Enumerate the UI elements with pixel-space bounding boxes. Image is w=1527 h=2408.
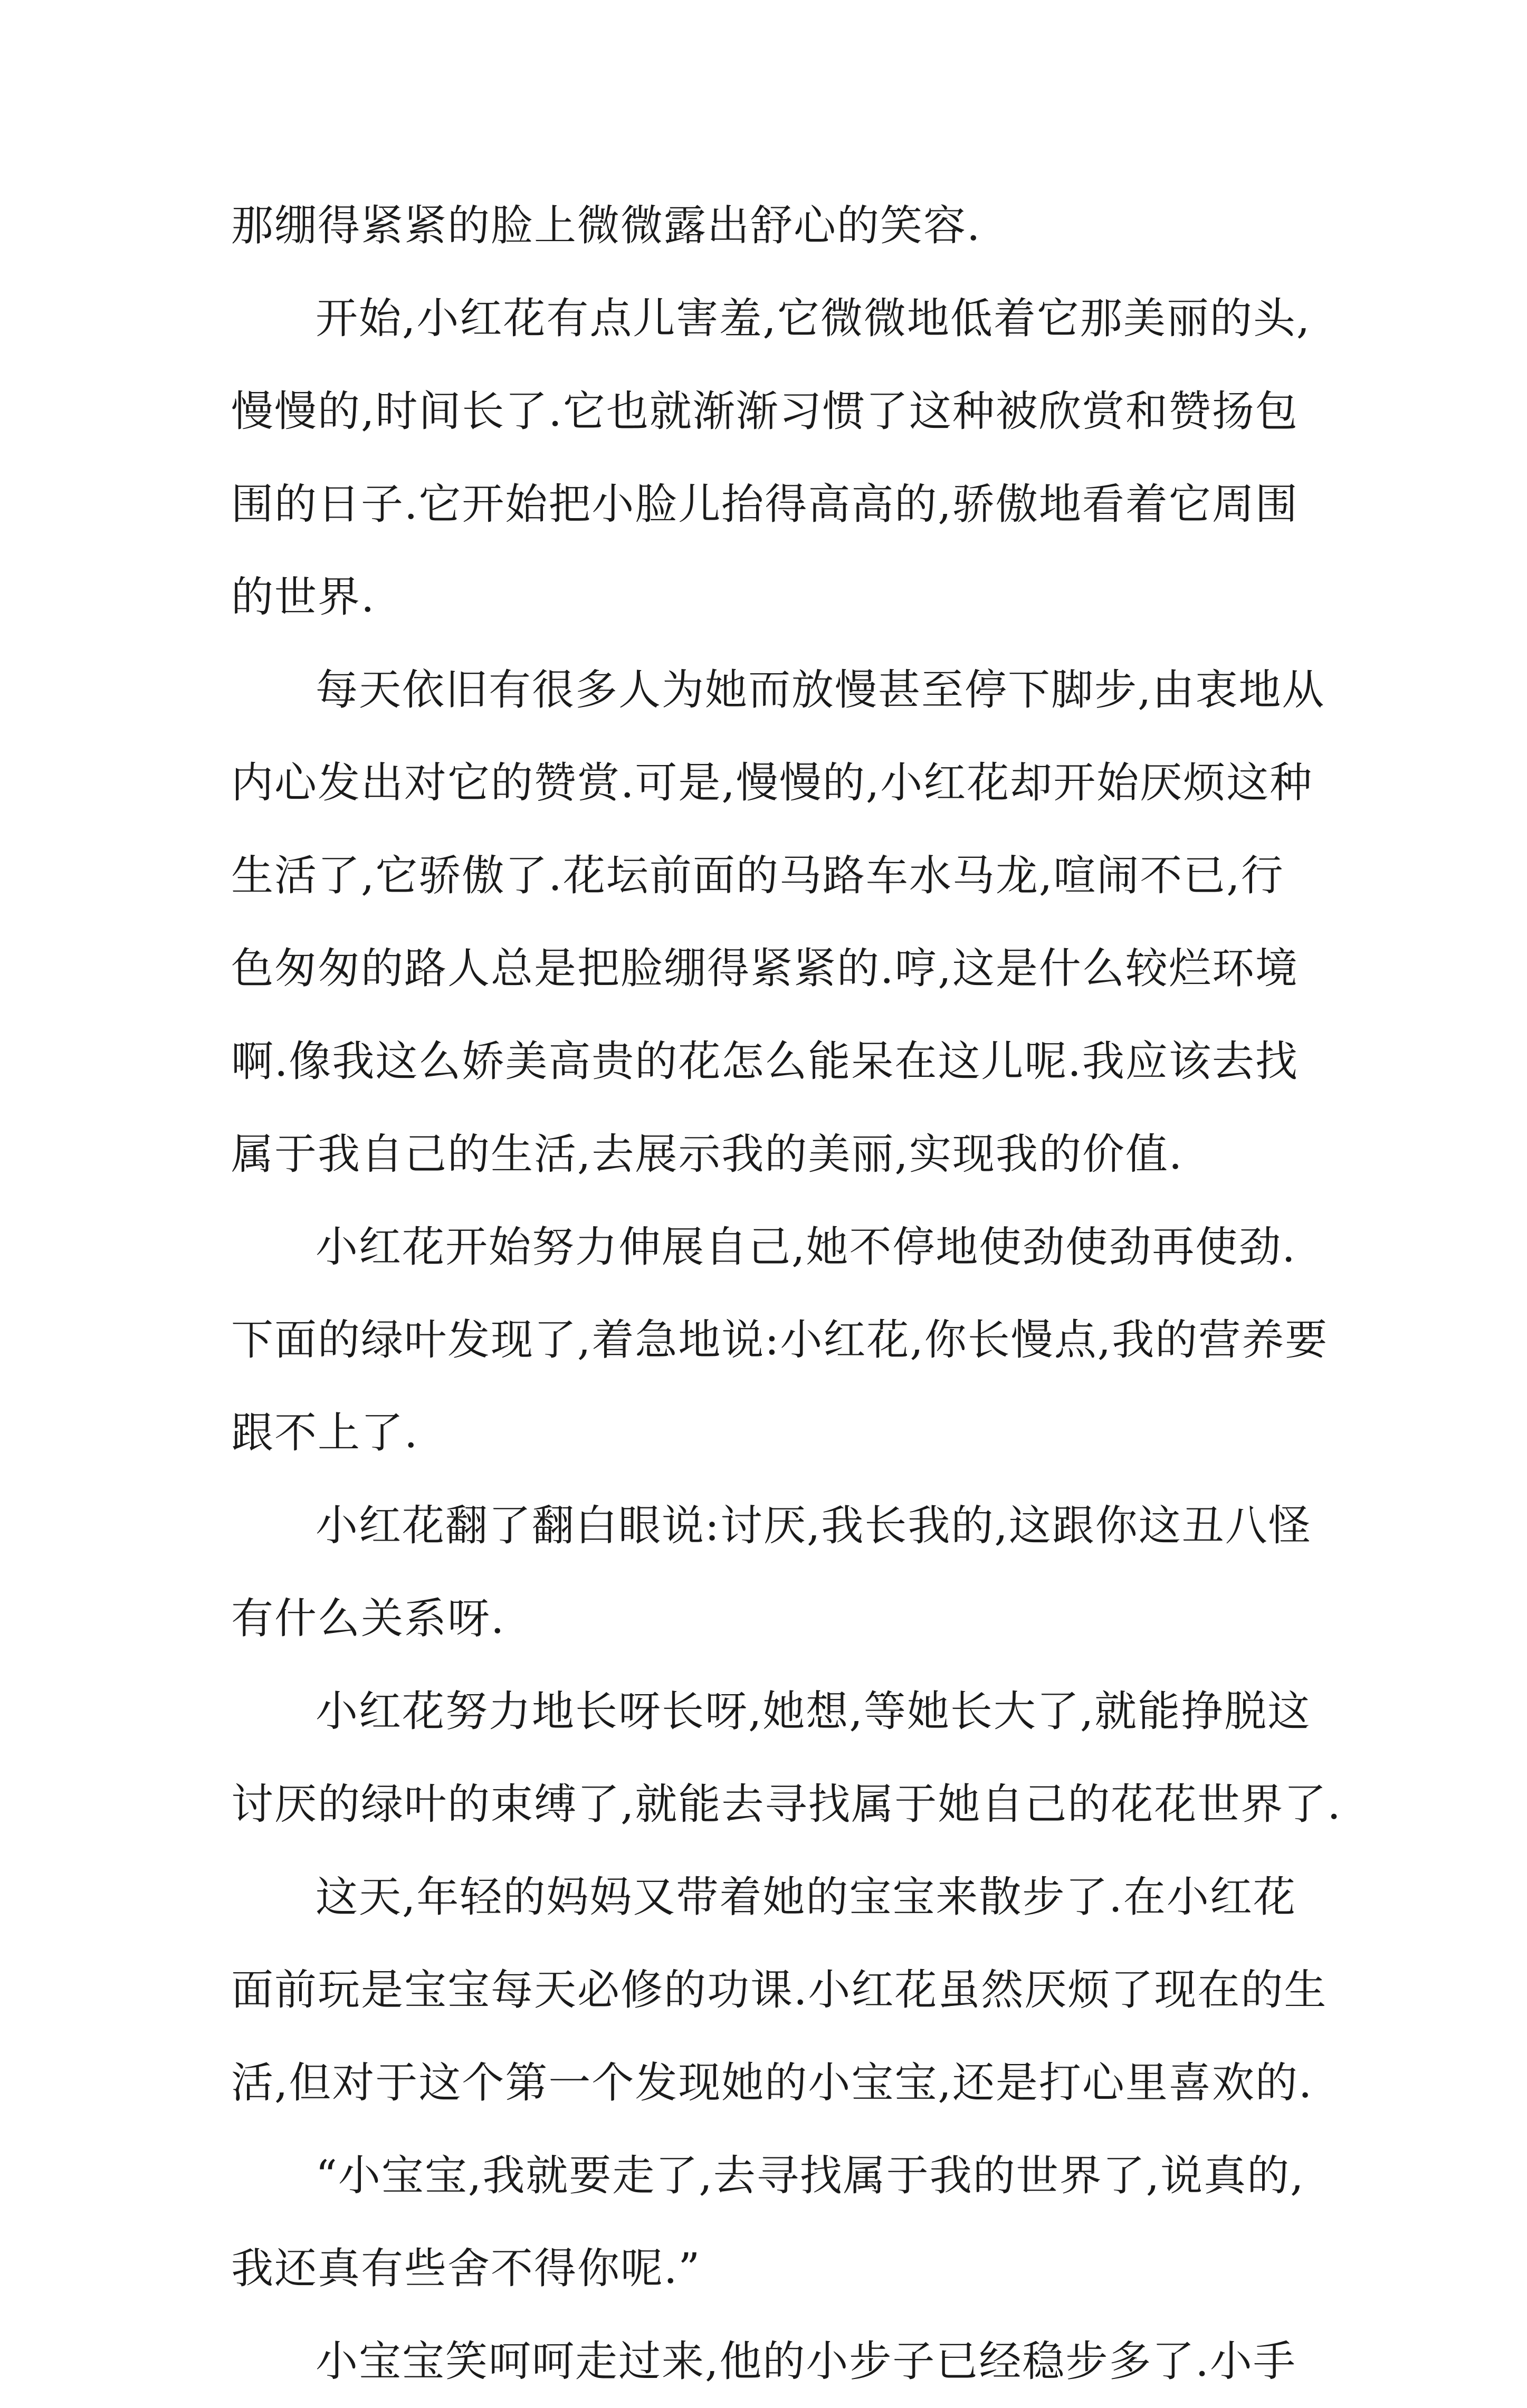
paragraph-first-line: 小红花开始努力伸展自己,她不停地使劲使劲再使劲. xyxy=(316,1222,1296,1272)
text-line: 那绷得紧紧的脸上微微露出舒心的笑容. xyxy=(231,201,981,250)
text-line: 讨厌的绿叶的束缚了,就能去寻找属于她自己的花花世界了. xyxy=(231,1780,1342,1829)
text-line: 我还真有些舍不得你呢.” xyxy=(231,2244,701,2293)
text-line: 慢慢的,时间长了.它也就渐渐习惯了这种被欣赏和赞扬包 xyxy=(231,387,1299,436)
text-line: 属于我自己的生活,去展示我的美丽,实现我的价值. xyxy=(231,1130,1184,1179)
paragraph-first-line: 这天,年轻的妈妈又带着她的宝宝来散步了.在小红花 xyxy=(316,1872,1296,1922)
text-line: 有什么关系呀. xyxy=(231,1594,505,1643)
text-line: 啊.像我这么娇美高贵的花怎么能呆在这儿呢.我应该去找 xyxy=(231,1037,1299,1086)
paragraph-first-line: 小红花翻了翻白眼说:讨厌,我长我的,这跟你这丑八怪 xyxy=(316,1501,1312,1550)
text-line: 下面的绿叶发现了,着急地说:小红花,你长慢点,我的营养要 xyxy=(231,1315,1329,1364)
paragraph-first-line: “小宝宝,我就要走了,去寻找属于我的世界了,说真的, xyxy=(316,2151,1305,2200)
text-line: 活,但对于这个第一个发现她的小宝宝,还是打心里喜欢的. xyxy=(231,2058,1313,2107)
text-line: 色匆匆的路人总是把脸绷得紧紧的.哼,这是什么较烂环境 xyxy=(231,944,1299,993)
paragraph-first-line: 小红花努力地长呀长呀,她想,等她长大了,就能挣脱这 xyxy=(316,1687,1311,1736)
document-body xyxy=(231,179,1342,2408)
text-line: 生活了,它骄傲了.花坛前面的马路车水马龙,喧闹不已,行 xyxy=(231,851,1284,900)
text-line: 跟不上了. xyxy=(231,1408,419,1457)
paragraph-first-line: 开始,小红花有点儿害羞,它微微地低着它那美丽的头, xyxy=(316,294,1311,343)
text-line: 内心发出对它的赞赏.可是,慢慢的,小红花却开始厌烦这种 xyxy=(231,758,1313,807)
text-line: 的世界. xyxy=(231,572,376,622)
paragraph-first-line: 每天依旧有很多人为她而放慢甚至停下脚步,由衷地从 xyxy=(316,665,1325,714)
paragraph-first-line: 小宝宝笑呵呵走过来,他的小步子已经稳步多了.小手 xyxy=(316,2337,1296,2386)
text-line: 围的日子.它开始把小脸儿抬得高高的,骄傲地看着它周围 xyxy=(231,480,1299,529)
text-line: 面前玩是宝宝每天必修的功课.小红花虽然厌烦了现在的生 xyxy=(231,1965,1328,2014)
